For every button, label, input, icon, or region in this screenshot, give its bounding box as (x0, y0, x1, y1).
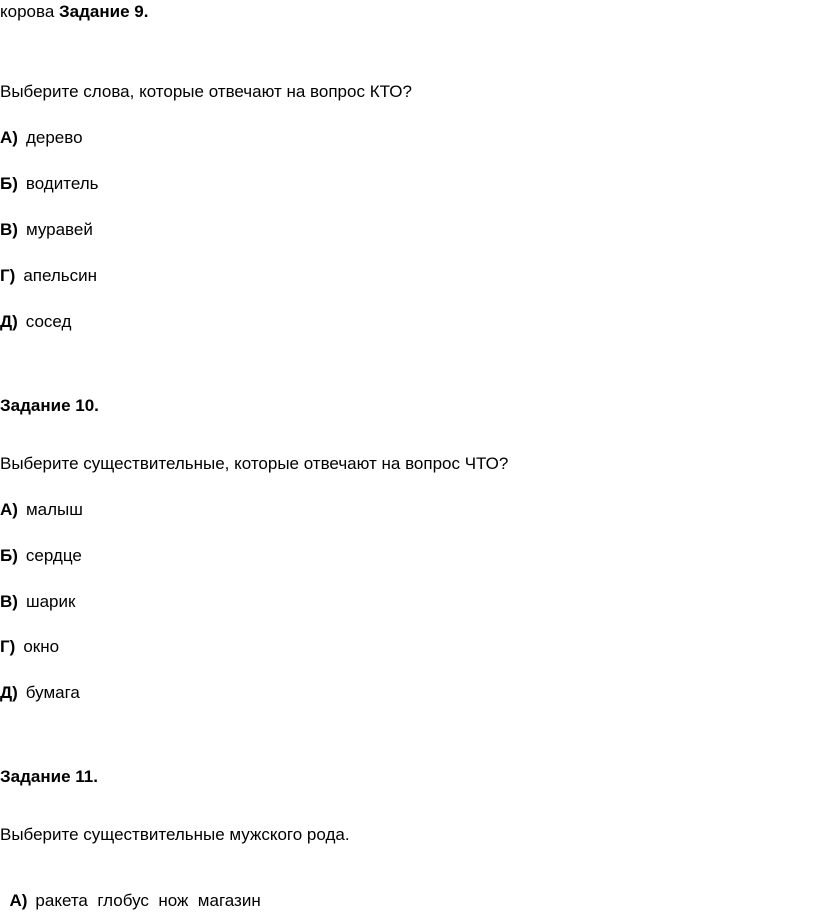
option-label: А) (0, 500, 18, 519)
task11-question: Выберите существительные мужского рода. (0, 825, 350, 844)
task10-option-v (0, 592, 75, 612)
task9-option-a (0, 128, 83, 148)
option-label: Г) (0, 637, 16, 656)
option-text: бумага (25, 683, 80, 702)
task9-title: Задание 9. (59, 2, 149, 21)
option-label: В) (0, 220, 18, 239)
task9-question: Выберите слова, которые отвечают на вопрос КТО? (0, 82, 412, 101)
option-text: муравей (25, 220, 93, 239)
option-text: окно (23, 637, 60, 656)
task11-option-a (0, 871, 261, 911)
option-text: шарик (25, 592, 76, 611)
option-text: сердце (25, 546, 82, 565)
option-text: ракета глобус нож магазин (35, 891, 261, 910)
option-text: апельсин (23, 266, 98, 285)
option-text: дерево (25, 128, 83, 147)
task10-option-b (0, 546, 82, 566)
task9-option-g (0, 266, 97, 286)
task10-option-d (0, 683, 80, 703)
task9-option-b (0, 174, 99, 194)
option-text: водитель (25, 174, 99, 193)
option-label: Д) (0, 683, 18, 702)
task9-option-v (0, 220, 93, 240)
option-label: Б) (0, 546, 18, 565)
option-label: Б) (0, 174, 18, 193)
task10-title: Задание 10. (0, 396, 99, 415)
option-label: А) (0, 128, 18, 147)
task10-question: Выберите существительные, которые отвечают на вопрос ЧТО? (0, 454, 509, 473)
option-label: Д) (0, 312, 18, 331)
intro-lead-word: корова (0, 2, 55, 21)
task9-option-d (0, 312, 71, 332)
option-label: А) (9, 891, 28, 910)
task11-title: Задание 11. (0, 767, 98, 786)
option-text: малыш (25, 500, 83, 519)
intro-line (0, 2, 148, 22)
option-text: сосед (25, 312, 72, 331)
option-label: В) (0, 592, 18, 611)
option-label: Г) (0, 266, 16, 285)
task10-option-a (0, 500, 83, 520)
task10-option-g (0, 637, 59, 657)
